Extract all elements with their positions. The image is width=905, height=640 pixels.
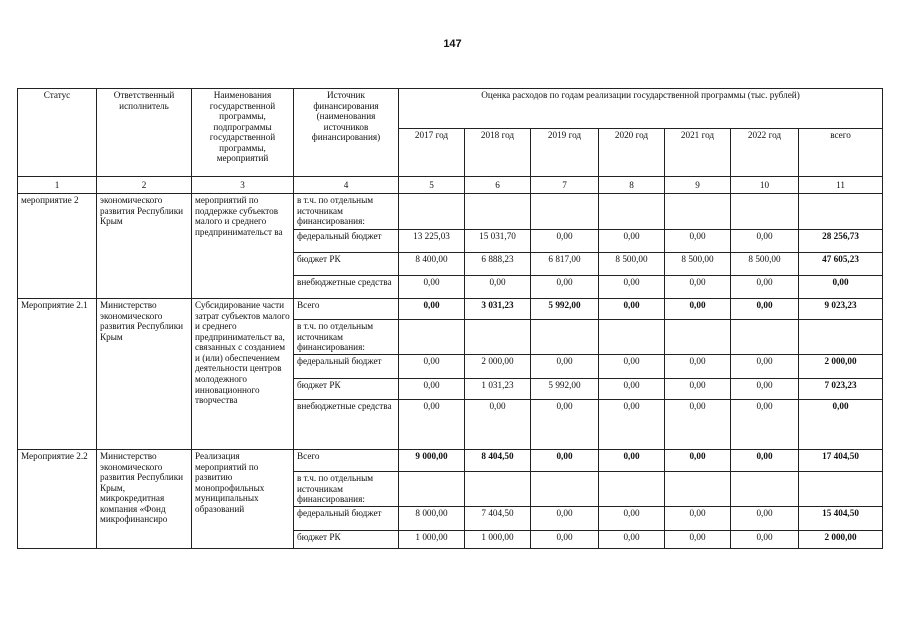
year-value-cell: 0,00: [731, 450, 799, 472]
year-value-cell: 0,00: [731, 379, 799, 400]
year-value-cell: 0,00: [731, 276, 799, 299]
measure-name-cell: мероприятий по поддержке субъектов малого и среднего предпринимательст ва: [192, 194, 294, 299]
budget-table: [17, 88, 883, 549]
year-value-cell: [465, 194, 531, 230]
header-year: 2019 год: [531, 129, 599, 177]
year-value-cell: [665, 194, 731, 230]
year-value-cell: [599, 472, 665, 507]
year-value-cell: 0,00: [399, 400, 465, 450]
year-value-cell: 0,00: [599, 507, 665, 531]
year-value-cell: 0,00: [465, 276, 531, 299]
source-cell: в т.ч. по отдельным источникам финансирования:: [294, 194, 399, 230]
total-value-cell: [799, 194, 883, 230]
year-value-cell: 0,00: [731, 355, 799, 379]
year-value-cell: [531, 194, 599, 230]
total-value-cell: 7 023,23: [799, 379, 883, 400]
year-value-cell: 3 031,23: [465, 299, 531, 320]
table-body: [18, 194, 883, 549]
source-cell: федеральный бюджет: [294, 355, 399, 379]
header-total: всего: [799, 129, 883, 177]
year-value-cell: 5 992,00: [531, 299, 599, 320]
header-executor: Ответственный исполнитель: [97, 89, 192, 177]
year-value-cell: 8 500,00: [731, 253, 799, 276]
year-value-cell: [731, 320, 799, 355]
column-number: 1: [18, 177, 97, 194]
status-cell: мероприятие 2: [18, 194, 97, 299]
year-value-cell: [531, 472, 599, 507]
year-value-cell: 8 500,00: [599, 253, 665, 276]
year-value-cell: [665, 320, 731, 355]
column-number: 11: [799, 177, 883, 194]
year-value-cell: [731, 472, 799, 507]
year-value-cell: 0,00: [665, 230, 731, 253]
year-value-cell: 0,00: [665, 531, 731, 549]
year-value-cell: 0,00: [599, 299, 665, 320]
year-value-cell: 0,00: [665, 507, 731, 531]
year-value-cell: 0,00: [531, 400, 599, 450]
year-value-cell: 0,00: [465, 400, 531, 450]
column-number: 5: [399, 177, 465, 194]
year-value-cell: [731, 194, 799, 230]
year-value-cell: 0,00: [599, 276, 665, 299]
source-cell: внебюджетные средства: [294, 276, 399, 299]
year-value-cell: 1 031,23: [465, 379, 531, 400]
year-value-cell: 0,00: [731, 230, 799, 253]
year-value-cell: 15 031,70: [465, 230, 531, 253]
column-number: 6: [465, 177, 531, 194]
year-value-cell: 6 888,23: [465, 253, 531, 276]
year-value-cell: 0,00: [599, 230, 665, 253]
year-value-cell: [465, 472, 531, 507]
total-value-cell: 28 256,73: [799, 230, 883, 253]
year-value-cell: 2 000,00: [465, 355, 531, 379]
source-cell: бюджет РК: [294, 531, 399, 549]
year-value-cell: 0,00: [665, 276, 731, 299]
year-value-cell: 0,00: [665, 299, 731, 320]
year-value-cell: 0,00: [731, 531, 799, 549]
year-value-cell: 0,00: [399, 379, 465, 400]
executor-cell: экономического развития Республики Крым: [97, 194, 192, 299]
year-value-cell: [599, 320, 665, 355]
status-cell: Мероприятие 2.2: [18, 450, 97, 549]
year-value-cell: 0,00: [531, 230, 599, 253]
year-value-cell: 0,00: [665, 400, 731, 450]
year-value-cell: 0,00: [531, 507, 599, 531]
year-value-cell: 1 000,00: [399, 531, 465, 549]
year-value-cell: 0,00: [399, 299, 465, 320]
column-number: 9: [665, 177, 731, 194]
source-cell: федеральный бюджет: [294, 507, 399, 531]
header-estimate: Оценка расходов по годам реализации государственной программы (тыс. рублей): [399, 89, 883, 129]
year-value-cell: [399, 194, 465, 230]
year-value-cell: 0,00: [731, 507, 799, 531]
executor-cell: Министерство экономического развития Республики Крым, микрокредитная компания «Фонд микрофинансиро: [97, 450, 192, 549]
year-value-cell: 0,00: [665, 379, 731, 400]
total-value-cell: 2 000,00: [799, 355, 883, 379]
total-value-cell: 9 023,23: [799, 299, 883, 320]
year-value-cell: 0,00: [399, 355, 465, 379]
total-value-cell: [799, 472, 883, 507]
total-value-cell: 17 404,50: [799, 450, 883, 472]
column-number: 10: [731, 177, 799, 194]
table-row: [18, 194, 883, 230]
table-row: [18, 299, 883, 320]
year-value-cell: [399, 472, 465, 507]
year-value-cell: 8 404,50: [465, 450, 531, 472]
total-value-cell: 47 605,23: [799, 253, 883, 276]
total-value-cell: 0,00: [799, 276, 883, 299]
header-names: Наименования государственной программы, подпрограммы государственной программы, мероприятий: [192, 89, 294, 177]
column-number: 3: [192, 177, 294, 194]
header-source: Источник финансирования (наименования источников финансирования): [294, 89, 399, 177]
year-value-cell: [399, 320, 465, 355]
source-cell: Всего: [294, 450, 399, 472]
year-value-cell: 0,00: [731, 400, 799, 450]
executor-cell: Министерство экономического развития Республики Крым: [97, 299, 192, 450]
header-year: 2018 год: [465, 129, 531, 177]
year-value-cell: 0,00: [531, 355, 599, 379]
year-value-cell: 6 817,00: [531, 253, 599, 276]
year-value-cell: 7 404,50: [465, 507, 531, 531]
year-value-cell: 0,00: [531, 276, 599, 299]
year-value-cell: 8 000,00: [399, 507, 465, 531]
total-value-cell: 15 404,50: [799, 507, 883, 531]
header-year: 2020 год: [599, 129, 665, 177]
column-number: 4: [294, 177, 399, 194]
year-value-cell: 13 225,03: [399, 230, 465, 253]
source-cell: в т.ч. по отдельным источникам финансирования:: [294, 320, 399, 355]
year-value-cell: 0,00: [531, 531, 599, 549]
source-cell: в т.ч. по отдельным источникам финансирования:: [294, 472, 399, 507]
total-value-cell: [799, 320, 883, 355]
year-value-cell: 8 500,00: [665, 253, 731, 276]
column-number: 8: [599, 177, 665, 194]
year-value-cell: 0,00: [665, 355, 731, 379]
status-cell: Мероприятие 2.1: [18, 299, 97, 450]
year-value-cell: 0,00: [599, 355, 665, 379]
header-year: 2022 год: [731, 129, 799, 177]
year-value-cell: 0,00: [665, 450, 731, 472]
measure-name-cell: Субсидирование части затрат субъектов малого и среднего предпринимательст ва, связанных с созданием и (или) обеспечением деятельности центров молодежного инновационного творчества: [192, 299, 294, 450]
year-value-cell: 0,00: [599, 531, 665, 549]
source-cell: бюджет РК: [294, 379, 399, 400]
table-row: [18, 450, 883, 472]
year-value-cell: 0,00: [531, 450, 599, 472]
year-value-cell: 5 992,00: [531, 379, 599, 400]
measure-name-cell: Реализация мероприятий по развитию монопрофильных муниципальных образований: [192, 450, 294, 549]
total-value-cell: 2 000,00: [799, 531, 883, 549]
source-cell: бюджет РК: [294, 253, 399, 276]
header-year: 2017 год: [399, 129, 465, 177]
year-value-cell: 8 400,00: [399, 253, 465, 276]
year-value-cell: [665, 472, 731, 507]
year-value-cell: 0,00: [399, 276, 465, 299]
page-number: 147: [443, 38, 462, 50]
year-value-cell: 0,00: [599, 379, 665, 400]
total-value-cell: 0,00: [799, 400, 883, 450]
year-value-cell: [531, 320, 599, 355]
year-value-cell: 0,00: [731, 299, 799, 320]
header-status: Статус: [18, 89, 97, 177]
year-value-cell: 0,00: [599, 450, 665, 472]
column-number: 7: [531, 177, 599, 194]
year-value-cell: 9 000,00: [399, 450, 465, 472]
year-value-cell: [599, 194, 665, 230]
source-cell: федеральный бюджет: [294, 230, 399, 253]
year-value-cell: 1 000,00: [465, 531, 531, 549]
source-cell: Всего: [294, 299, 399, 320]
header-year: 2021 год: [665, 129, 731, 177]
source-cell: внебюджетные средства: [294, 400, 399, 450]
column-number: 2: [97, 177, 192, 194]
year-value-cell: [465, 320, 531, 355]
year-value-cell: 0,00: [599, 400, 665, 450]
